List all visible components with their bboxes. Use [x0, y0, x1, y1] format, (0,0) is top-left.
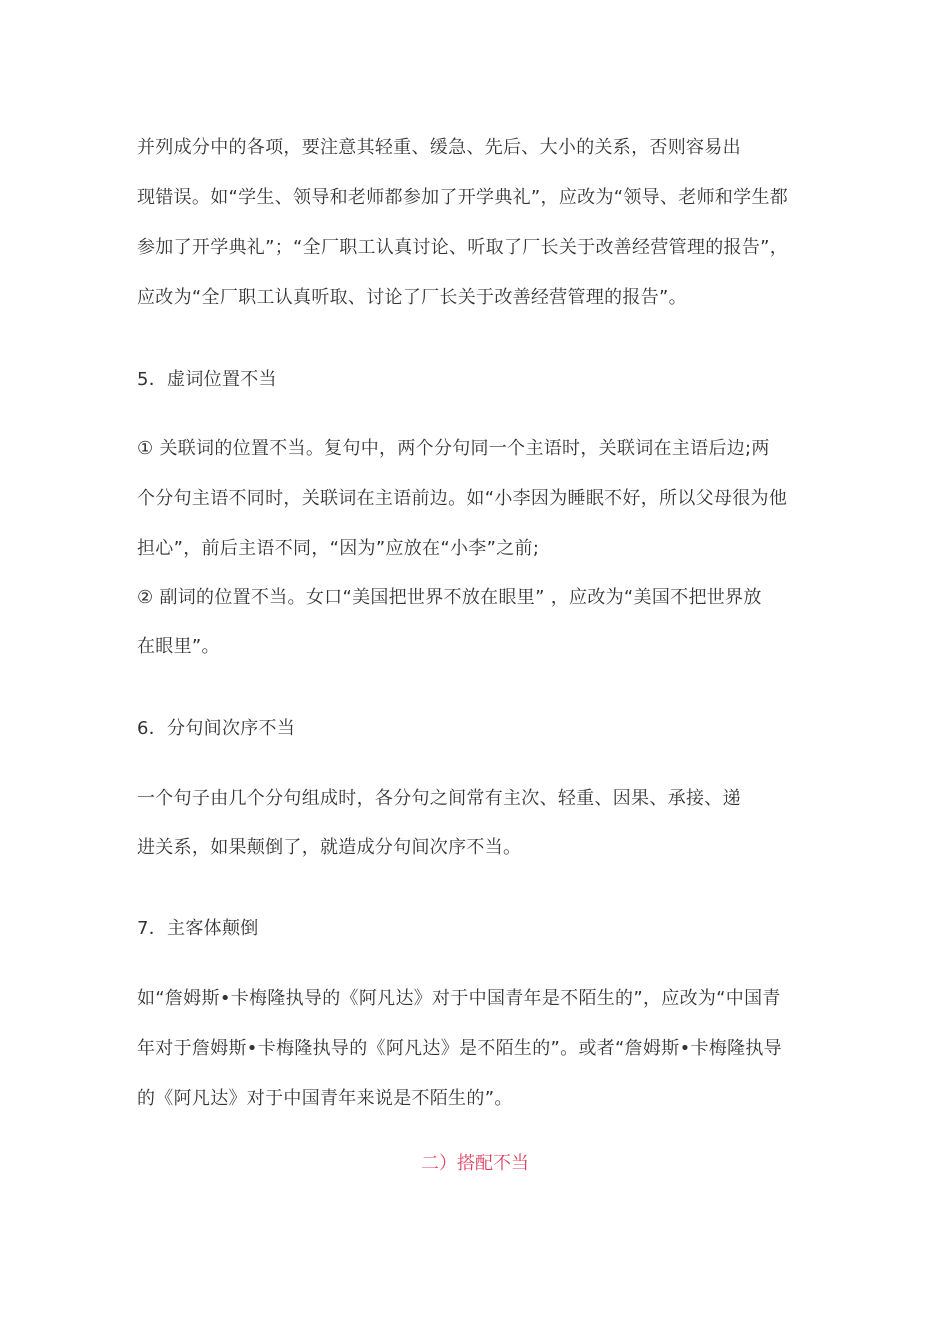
paragraph-line: 进关系，如果颠倒了，就造成分句间次序不当。	[137, 837, 522, 858]
paragraph-line: 如“詹姆斯•卡梅隆执导的《阿凡达》对于中国青年是不陌生的”，应改为“中国青	[137, 988, 781, 1009]
paragraph-line: ② 副词的位置不当。女口“美国把世界不放在眼里” ，应改为“美国不把世界放	[137, 587, 762, 608]
paragraph-line: 在眼里”。	[137, 636, 220, 657]
paragraph-line: ① 关联词的位置不当。复句中，两个分句同一个主语时，关联词在主语后边;两	[137, 438, 770, 459]
paragraph-line: 并列成分中的各项，要注意其轻重、缓急、先后、大小的关系，否则容易出	[137, 137, 741, 158]
paragraph-line: 担心”，前后主语不同，“因为”应放在“小李”之前;	[137, 538, 540, 559]
paragraph-line: 个分句主语不同时，关联词在主语前边。如“小李因为睡眠不好，所以父母很为他	[137, 488, 788, 509]
heading-7: 7．主客体颠倒	[137, 918, 259, 939]
heading-6: 6．分句间次序不当	[137, 718, 296, 739]
paragraph-line: 一个句子由几个分句组成时，各分句之间常有主次、轻重、因果、承接、递	[137, 788, 741, 809]
paragraph-line: 参加了开学典礼”；“全厂职工认真讨论、听取了厂长关于改善经营管理的报告”，	[137, 237, 789, 258]
section-title: 二）搭配不当	[421, 1153, 529, 1174]
heading-5: 5．虚词位置不当	[137, 369, 277, 390]
paragraph-line: 应改为“全厂职工认真听取、讨论了厂长关于改善经营管理的报告”。	[137, 287, 687, 308]
paragraph-line: 年对于詹姆斯•卡梅隆执导的《阿凡达》是不陌生的”。或者“詹姆斯•卡梅隆执导	[137, 1038, 782, 1059]
paragraph-line: 现错误。如“学生、领导和老师都参加了开学典礼”，应改为“领导、老师和学生都	[137, 187, 789, 208]
paragraph-line: 的《阿凡达》对于中国青年来说是不陌生的”。	[137, 1088, 513, 1109]
